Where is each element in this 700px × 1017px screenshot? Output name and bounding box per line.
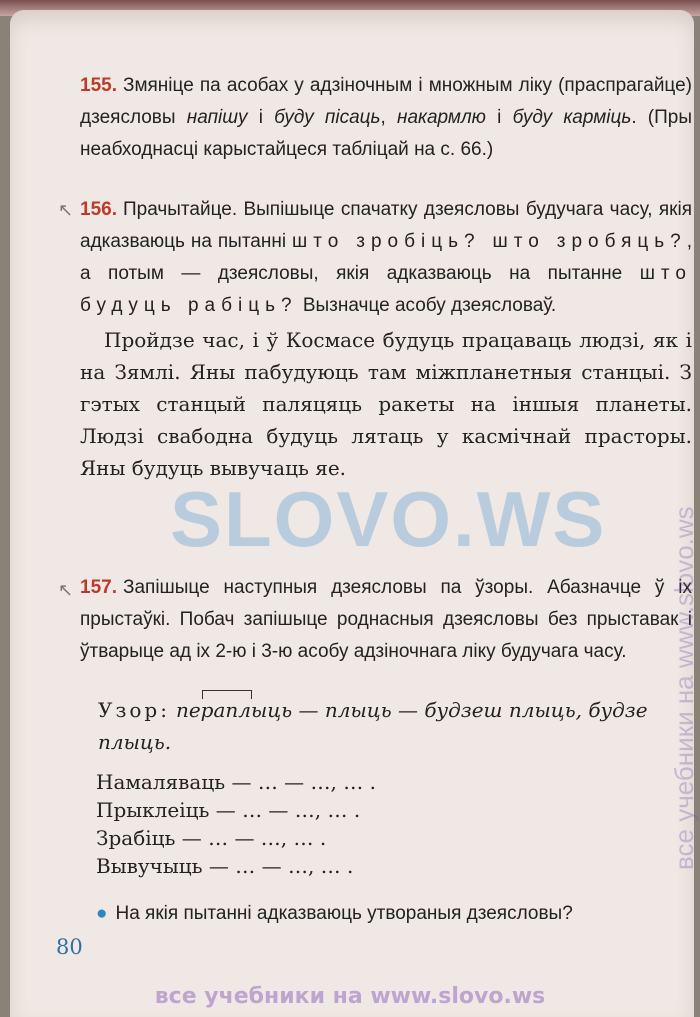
pattern-text: пераплыць — плыць — будзеш плыць, будзе плыць. bbox=[98, 698, 648, 754]
pen-mark-icon: ↖ bbox=[58, 580, 74, 600]
exercise-number: 155. bbox=[80, 75, 117, 96]
example-verb: напішу bbox=[186, 107, 248, 128]
pattern-example bbox=[98, 694, 698, 758]
verb-item: Намаляваць — … — …, … . bbox=[96, 770, 376, 794]
question-phrase: што зробіць? што зробяць? bbox=[292, 231, 687, 252]
exercise-number: 157. bbox=[80, 577, 117, 598]
exercise-text: , а потым — дзеясловы, якія адказваюць на пытанне bbox=[80, 231, 692, 284]
example-verb: накармлю bbox=[397, 107, 486, 128]
verb-item: Зрабіць — … — …, … . bbox=[96, 826, 327, 850]
textbook-page bbox=[10, 10, 699, 1017]
verb-item: Вывучыць — … — …, … . bbox=[96, 854, 354, 878]
question-phrase: што будуць рабіць? bbox=[80, 263, 692, 316]
exercise-text: Вызначце асобу дзеясловаў. bbox=[297, 295, 557, 316]
exercise-number: 156. bbox=[80, 199, 117, 220]
exercise-text: , bbox=[380, 107, 397, 128]
exercise-text: Запішыце наступныя дзеясловы па ўзоры. Абазначце ў іх прыстаўкі. Побач запішыце роднасныя дзеясловы без прыставак і ўтварыце ад іх 2-ю і 3-ю асобу адзіночнага ліку будучага часу. bbox=[80, 577, 692, 662]
exercise-text: . (Пры неабходнасці карыстайцеся табліцай на с. 66.) bbox=[80, 107, 693, 160]
pattern-label: Узор: bbox=[98, 698, 170, 722]
bullet-icon: ● bbox=[96, 903, 108, 924]
exercise-156 bbox=[80, 194, 692, 322]
watermark-logo: SLOVO.WS bbox=[170, 475, 607, 563]
verb-list bbox=[96, 768, 376, 880]
example-verb: буду карміць bbox=[512, 107, 632, 128]
follow-up-question bbox=[96, 900, 696, 928]
exercise-157 bbox=[80, 572, 692, 668]
question-text: На якія пытанні адказваюць утвораныя дзеясловы? bbox=[115, 903, 573, 924]
exercise-text: Прачытайце. Выпішыце спачатку дзеясловы будучага часу, якія адказваюць на пытанні bbox=[80, 199, 692, 252]
side-watermark: все учебники на www.slovo.ws bbox=[669, 506, 699, 870]
example-verb: буду пісаць bbox=[274, 107, 381, 128]
exercise-text: і bbox=[485, 107, 513, 128]
pen-mark-icon: ↖ bbox=[58, 200, 74, 220]
exercise-155 bbox=[80, 70, 692, 166]
verb-item: Прыклеіць — … — …, … . bbox=[96, 798, 361, 822]
page-number: 80 bbox=[56, 935, 83, 959]
reading-passage: Пройдзе час, і ў Космасе будуць працаваць людзі, як і на Зямлі. Яны пабудуюць там міжпланетныя станцыі. З гэтых станцый паляцяць ракеты на іншыя планеты. Людзі свабодна будуць лятаць у касмічнай прасторы. Яны будуць вывучаць яе. bbox=[80, 328, 692, 480]
exercise-text: Змяніце па асобах у адзіночным і множным ліку (праспрагайце) дзеясловы bbox=[80, 75, 692, 128]
exercise-text: і bbox=[247, 107, 275, 128]
bottom-watermark: все учебники на www.slovo.ws bbox=[154, 984, 546, 1009]
